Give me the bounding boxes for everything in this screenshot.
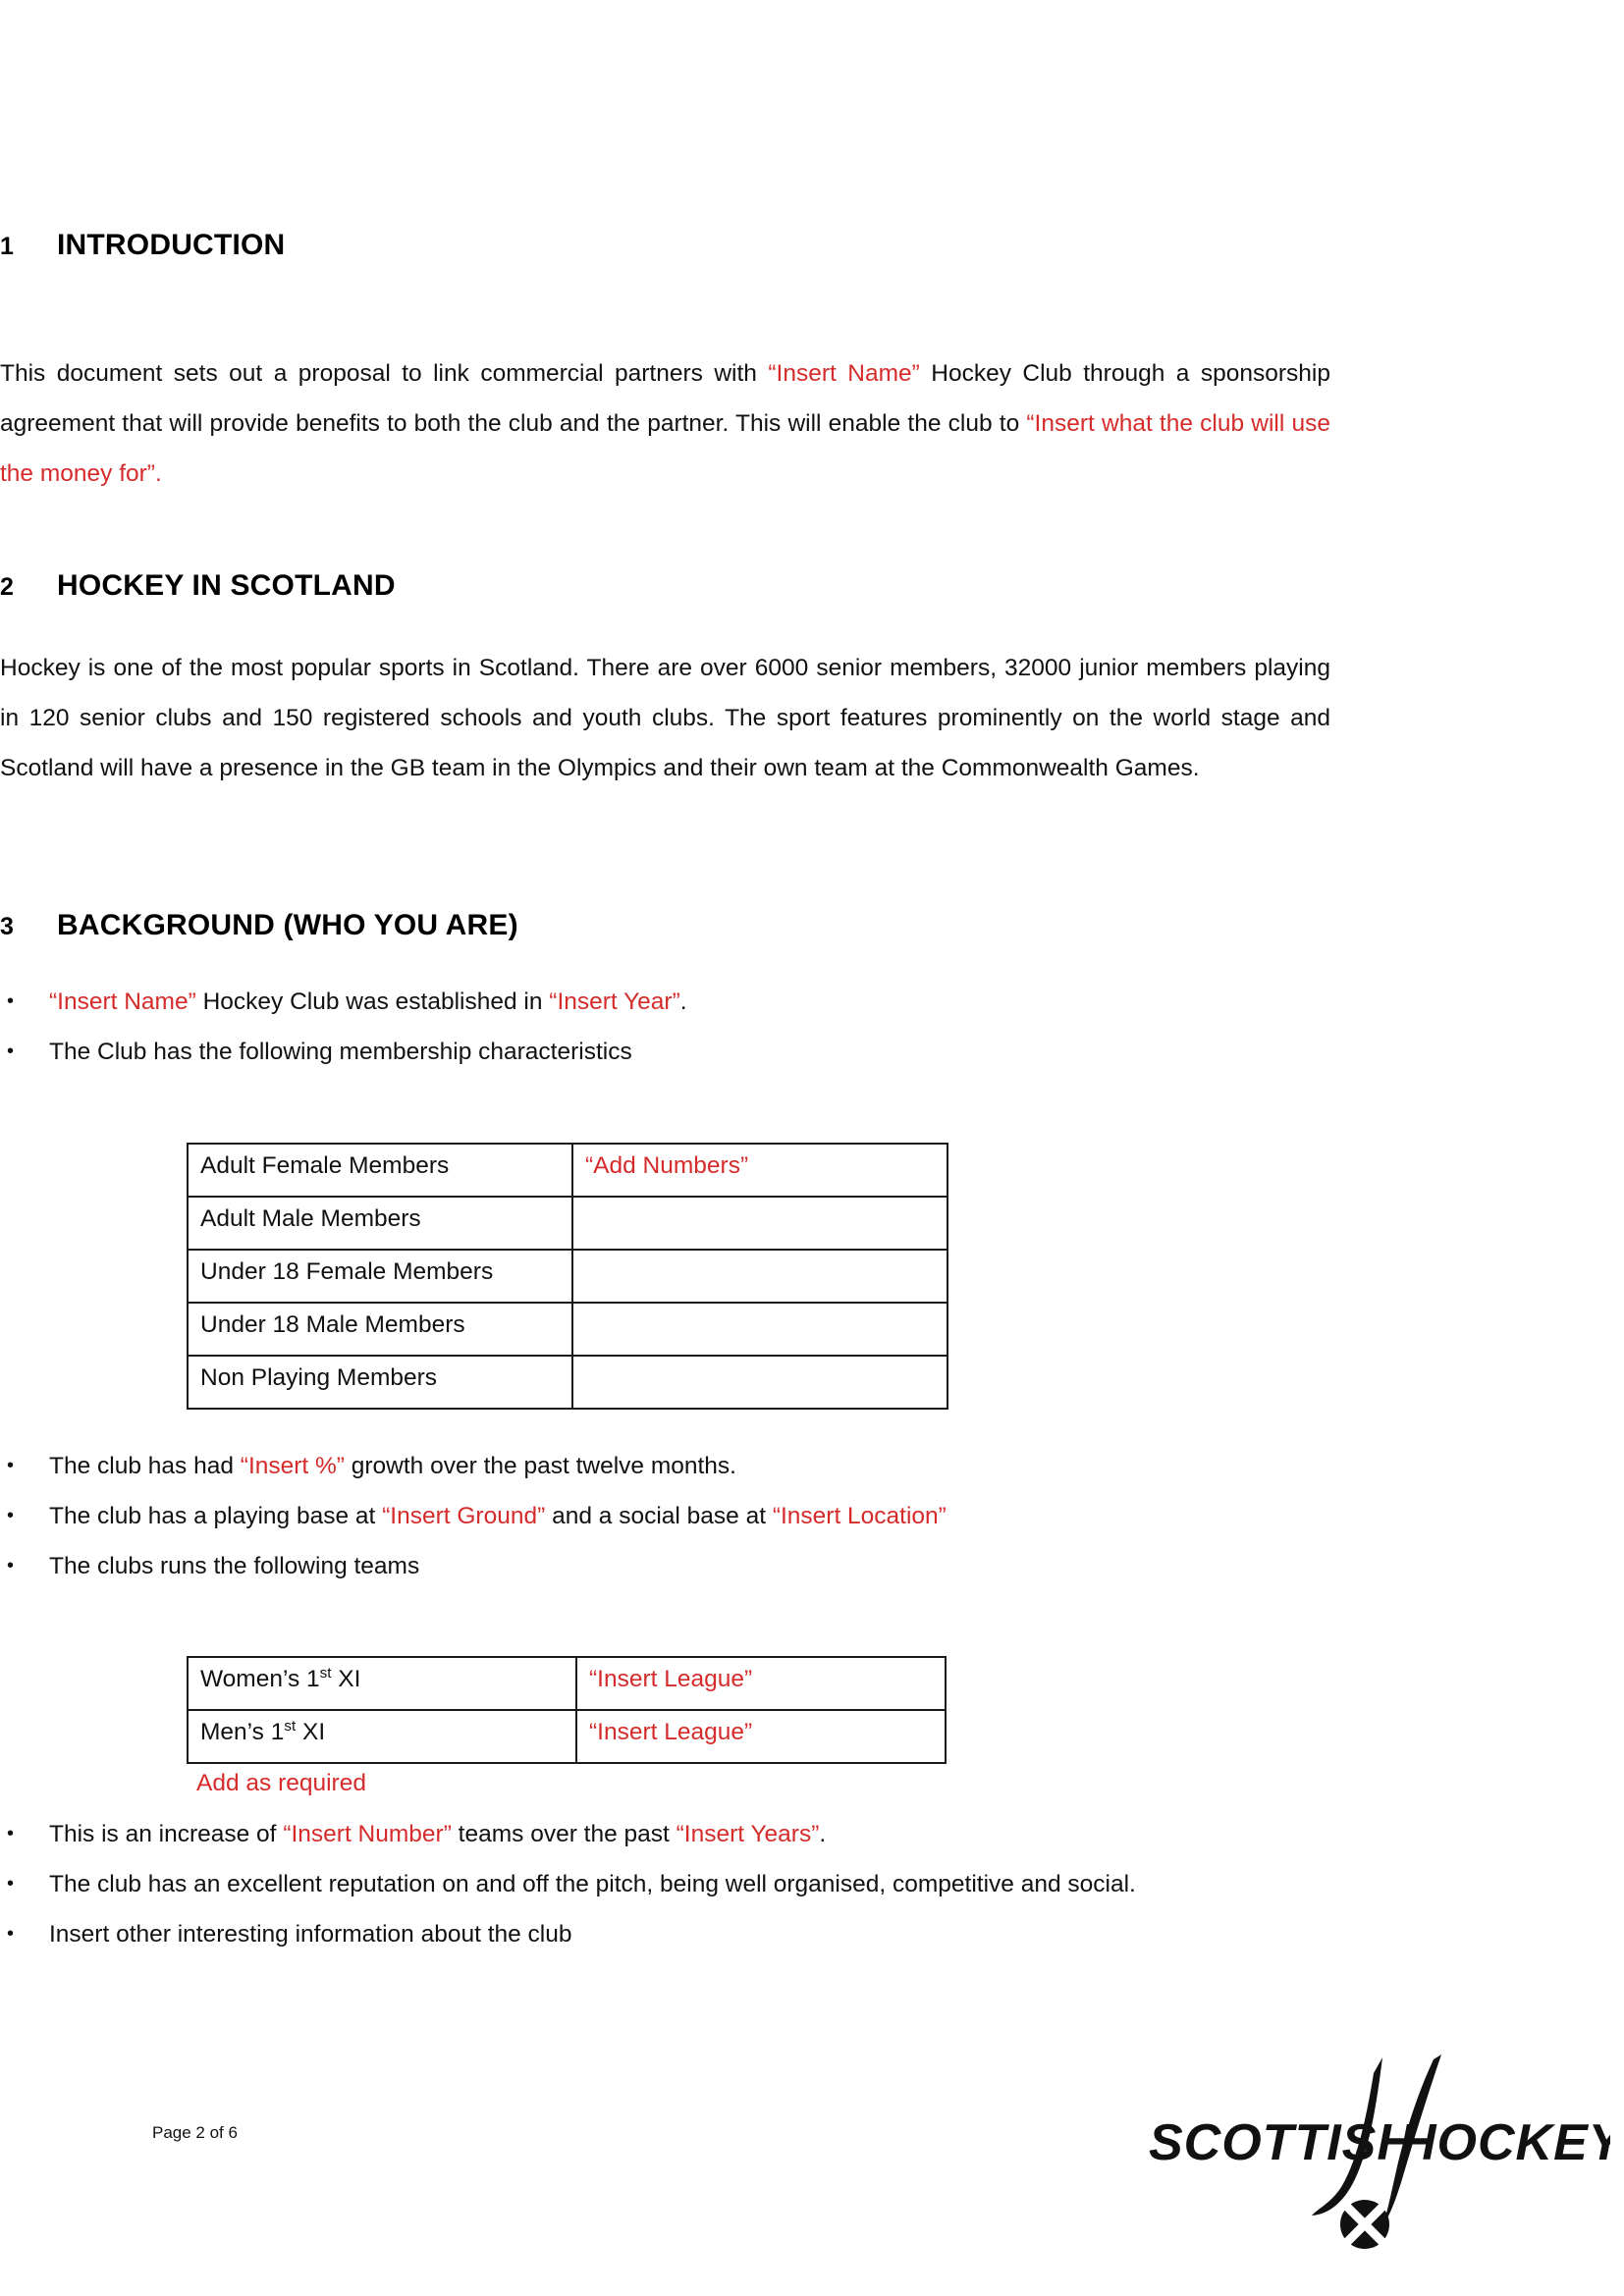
- member-count-cell[interactable]: [572, 1250, 947, 1303]
- heading-title: INTRODUCTION: [57, 229, 286, 261]
- text-run: The club has had: [49, 1453, 241, 1479]
- list-item: [0, 1809, 1330, 1859]
- text-run: and a social base at: [545, 1503, 773, 1529]
- text-run: The Club has the following membership characteristics: [49, 1039, 632, 1065]
- heading-number: 3: [0, 913, 15, 940]
- membership-characteristics-table: [187, 1143, 948, 1410]
- table-body: [188, 1657, 946, 1763]
- heading-title: BACKGROUND (WHO YOU ARE): [57, 909, 518, 941]
- heading-hockey-in-scotland: [0, 569, 396, 603]
- text-run: Hockey Club was established in: [195, 988, 550, 1015]
- member-category-cell: Adult Female Members: [188, 1144, 572, 1197]
- team-name-cell: Men’s 1st XI: [188, 1710, 576, 1763]
- text-run: The club has an excellent reputation on and off the pitch, being well organised, competitive and social.: [49, 1871, 1136, 1897]
- list-item-text: [49, 1027, 1330, 1077]
- list-item-text: [49, 1859, 1330, 1909]
- text-run: “Insert Ground”: [382, 1503, 546, 1529]
- bullet-dot-icon: •: [7, 1873, 15, 1895]
- table-row: [188, 1144, 947, 1197]
- text-run: “Insert %”: [240, 1453, 345, 1479]
- list-item-text: [49, 1441, 1330, 1491]
- text-run: “Insert Name”: [768, 360, 920, 387]
- list-item-text: [49, 977, 1330, 1027]
- teams-table: [187, 1656, 947, 1764]
- bullet-list-background-a: [0, 977, 1330, 1077]
- logo-svg: [1119, 2022, 1610, 2277]
- heading-introduction: [0, 229, 285, 262]
- text-run: .: [679, 988, 687, 1015]
- logo-word-hockey: HOCKEY: [1399, 2114, 1610, 2171]
- table-row: [188, 1197, 947, 1250]
- table-row: [188, 1657, 946, 1710]
- member-count-cell[interactable]: [572, 1356, 947, 1409]
- heading-number: 2: [0, 573, 15, 601]
- list-item-text: [49, 1491, 1330, 1541]
- bullet-dot-icon: •: [7, 1555, 15, 1576]
- text-run: “Insert what the club will use the money for”.: [0, 410, 1330, 487]
- list-item: [0, 1491, 1330, 1541]
- paragraph-hockey-in-scotland: [0, 643, 1330, 793]
- heading-background: [0, 909, 518, 942]
- member-category-cell: Under 18 Female Members: [188, 1250, 572, 1303]
- text-run: .: [819, 1821, 827, 1847]
- text-run: growth over the past twelve months.: [344, 1453, 736, 1479]
- text-run: The clubs runs the following teams: [49, 1553, 420, 1579]
- text-run: teams over the past: [451, 1821, 677, 1847]
- logo-word-scottish: SCOTTISH: [1149, 2114, 1415, 2171]
- paragraph-introduction: [0, 348, 1330, 499]
- text-run: Hockey Club through a sponsorship agreement that will provide benefits to both the club and the partner. This will enable the club to: [0, 360, 1330, 437]
- text-run: This document sets out a proposal to link commercial partners with: [0, 360, 769, 387]
- text-run: Insert other interesting information about the club: [49, 1921, 572, 1948]
- list-item-text: [49, 1541, 1330, 1591]
- ordinal-suffix: st: [319, 1664, 332, 1682]
- page-number-footer: Page 2 of 6: [152, 2123, 238, 2142]
- list-item: [0, 1909, 1330, 1959]
- table-body: [188, 1144, 947, 1409]
- member-count-cell[interactable]: [572, 1303, 947, 1356]
- team-league-cell[interactable]: “Insert League”: [576, 1657, 946, 1710]
- text-run: “Insert Years”: [676, 1821, 820, 1847]
- bullet-dot-icon: •: [7, 1455, 15, 1476]
- table-row: [188, 1250, 947, 1303]
- add-as-required-note: Add as required: [196, 1770, 366, 1796]
- member-category-cell: Under 18 Male Members: [188, 1303, 572, 1356]
- bullet-dot-icon: •: [7, 1923, 15, 1945]
- bullet-list-background-c: [0, 1809, 1330, 1959]
- list-item: [0, 1441, 1330, 1491]
- ordinal-suffix: st: [284, 1717, 297, 1735]
- list-item-text: [49, 1809, 1330, 1859]
- text-run: “Insert Location”: [772, 1503, 947, 1529]
- team-name-cell: Women’s 1st XI: [188, 1657, 576, 1710]
- team-league-cell[interactable]: “Insert League”: [576, 1710, 946, 1763]
- bullet-dot-icon: •: [7, 990, 15, 1012]
- table-row: [188, 1710, 946, 1763]
- table-row: [188, 1356, 947, 1409]
- bullet-dot-icon: •: [7, 1505, 15, 1526]
- list-item: [0, 1859, 1330, 1909]
- member-category-cell: Adult Male Members: [188, 1197, 572, 1250]
- bullet-list-background-b: [0, 1441, 1330, 1591]
- text-run: The club has a playing base at: [49, 1503, 383, 1529]
- member-count-cell[interactable]: [572, 1197, 947, 1250]
- bullet-dot-icon: •: [7, 1041, 15, 1062]
- scottish-hockey-logo: [1119, 2022, 1610, 2277]
- heading-number: 1: [0, 233, 15, 260]
- text-run: Hockey is one of the most popular sports in Scotland. There are over 6000 senior members, 32000 junior members playing in 120 senior clubs and 150 registered schools and youth clubs. The sport features prominently on the world stage and Scotland will have a presence in the GB team in the Olympics and their own team at the Commonwealth Games.: [0, 655, 1330, 781]
- heading-title: HOCKEY IN SCOTLAND: [57, 569, 396, 602]
- bullet-dot-icon: •: [7, 1823, 15, 1844]
- list-item-text: [49, 1909, 1330, 1959]
- text-run: “Insert Number”: [283, 1821, 452, 1847]
- text-run: “Insert Year”: [549, 988, 680, 1015]
- member-category-cell: Non Playing Members: [188, 1356, 572, 1409]
- list-item: [0, 1541, 1330, 1591]
- list-item: [0, 977, 1330, 1027]
- list-item: [0, 1027, 1330, 1077]
- text-run: “Insert Name”: [49, 988, 196, 1015]
- member-count-cell[interactable]: “Add Numbers”: [572, 1144, 947, 1197]
- saltire-ball-icon: [1340, 2200, 1389, 2249]
- table-row: [188, 1303, 947, 1356]
- text-run: This is an increase of: [49, 1821, 284, 1847]
